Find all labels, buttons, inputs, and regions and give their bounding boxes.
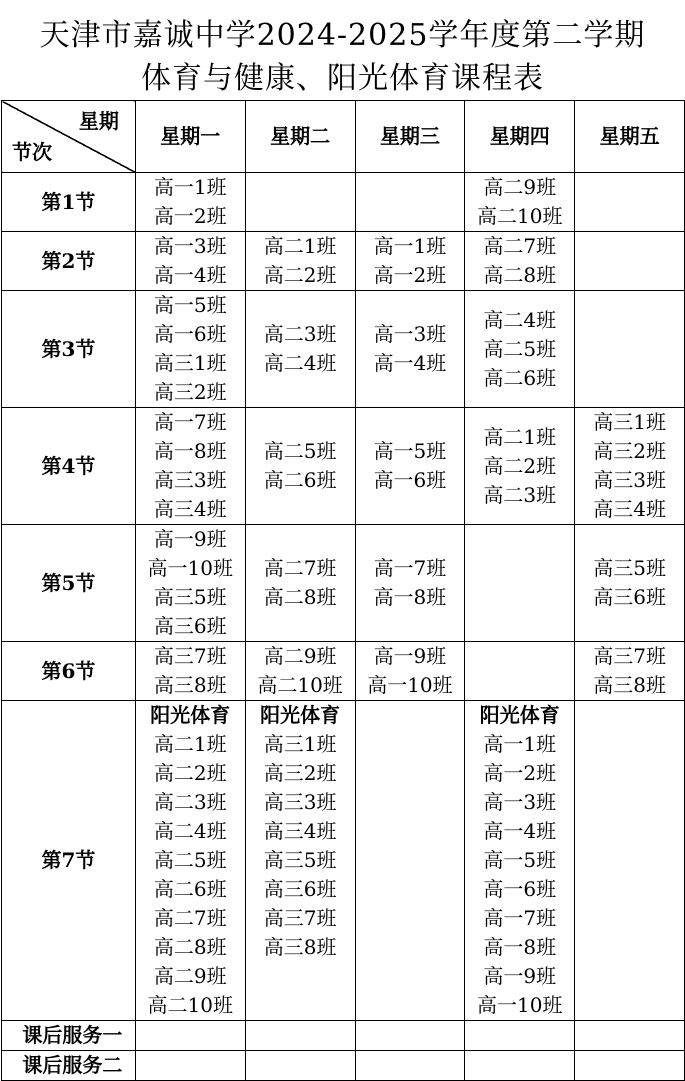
class-entry: 高二2班 [483,453,557,478]
schedule-cell [465,232,575,291]
class-entry: 高三3班 [593,468,666,492]
class-entry: 高二1班 [483,424,557,449]
schedule-cell [465,642,575,701]
corner-cell [2,101,136,173]
class-entry: 高二9班 [263,644,337,668]
class-entry: 高三4班 [593,497,666,521]
class-entry: 高一10班 [477,993,563,1017]
schedule-cell [355,642,465,701]
class-entry: 高一8班 [153,439,227,463]
schedule-cell [355,525,465,642]
class-entry: 高二2班 [153,761,227,785]
class-entry: 高三2班 [153,380,227,404]
schedule-cell [465,291,575,408]
schedule-cell [465,173,575,232]
class-entry: 高二1班 [263,234,337,258]
header-row [2,101,685,173]
class-entry: 高三8班 [153,673,227,697]
class-entry: 高二4班 [263,351,337,375]
period-label: 第7节 [2,701,136,1021]
class-entry: 高三5班 [593,556,666,580]
schedule-cell [135,525,245,642]
schedule-cell [575,1051,685,1081]
day-header: 星期四 [465,101,575,173]
class-entry: 高三5班 [153,585,227,609]
period-label: 第6节 [2,642,136,701]
period-row [2,173,685,232]
class-entry: 高一5班 [373,439,447,463]
class-entry: 高二9班 [483,175,557,199]
class-entry: 高一1班 [153,175,227,199]
class-entry: 高二9班 [153,964,227,988]
period-row [2,408,685,525]
schedule-cell [245,408,355,525]
class-entry: 高一10班 [147,556,233,580]
class-entry: 高三7班 [593,644,666,668]
schedule-cell [135,1051,245,1081]
class-entry: 高二5班 [153,848,227,872]
class-entry: 高一7班 [153,410,227,434]
class-entry: 高三1班 [153,351,227,375]
schedule-cell [355,232,465,291]
period-row [2,232,685,291]
class-entry: 高三3班 [263,790,337,814]
class-entry: 高二8班 [263,585,337,609]
class-entry: 高二6班 [483,365,557,390]
class-entry: 高二5班 [483,336,557,361]
class-entry: 高一3班 [483,790,557,814]
class-entry: 高一5班 [483,848,557,872]
schedule-cell [245,1021,355,1051]
schedule-cell [135,408,245,525]
schedule-cell [465,1051,575,1081]
class-entry: 高一3班 [373,322,447,346]
class-entry: 高二8班 [153,935,227,959]
day-header: 星期一 [135,101,245,173]
schedule-body [2,101,685,1081]
day-header: 星期二 [245,101,355,173]
schedule-cell [245,291,355,408]
schedule-cell [355,701,465,1021]
class-entry: 高三2班 [263,761,337,785]
class-entry: 高三1班 [593,410,666,434]
period-label: 第5节 [2,525,136,642]
schedule-cell [135,642,245,701]
class-entry: 高一9班 [483,964,557,988]
schedule-cell [575,232,685,291]
schedule-table [1,100,685,1081]
class-entry: 高一4班 [153,263,227,287]
title-line-2: 体育与健康、阳光体育课程表 [141,61,544,96]
class-entry: 高二6班 [263,468,337,492]
period-label: 课后服务一 [2,1021,136,1051]
class-entry: 高一10班 [367,673,453,697]
class-entry: 高一6班 [153,322,227,346]
schedule-cell [135,701,245,1021]
schedule-cell [245,173,355,232]
class-entry: 高二2班 [263,263,337,287]
class-entry: 高二4班 [483,307,557,332]
schedule-cell [245,232,355,291]
class-entry: 高二7班 [483,234,557,258]
schedule-cell [465,1021,575,1051]
schedule-cell [135,291,245,408]
period-row [2,701,685,1021]
class-entry: 高一8班 [373,585,447,609]
schedule-cell [355,1021,465,1051]
class-entry: 高三4班 [153,497,227,521]
schedule-cell [135,232,245,291]
class-entry: 高一6班 [373,468,447,492]
class-entry: 高一4班 [483,819,557,843]
class-entry: 高二5班 [263,439,337,463]
schedule-cell [575,525,685,642]
class-entry: 高一5班 [153,293,227,317]
period-label: 第1节 [2,173,136,232]
class-entry: 高一3班 [153,234,227,258]
schedule-cell [465,701,575,1021]
class-entry: 高二1班 [153,732,227,756]
period-label: 第4节 [2,408,136,525]
schedule-cell [245,701,355,1021]
class-entry: 高一2班 [153,204,227,228]
schedule-cell [135,1021,245,1051]
class-entry: 高三8班 [593,673,666,697]
class-entry: 高一8班 [483,935,557,959]
schedule-cell [245,642,355,701]
day-header: 星期三 [355,101,465,173]
activity-heading: 阳光体育 [479,703,560,727]
corner-label-period: 节次 [12,140,52,164]
class-entry: 高一1班 [373,234,447,258]
schedule-cell [355,1051,465,1081]
schedule-cell [575,291,685,408]
schedule-cell [575,408,685,525]
class-entry: 高二3班 [483,482,557,507]
class-entry: 高三6班 [153,614,227,638]
period-label: 第2节 [2,232,136,291]
class-entry: 高二8班 [483,263,557,287]
class-entry: 高一9班 [153,527,227,551]
service-row [2,1051,685,1081]
day-header: 星期五 [575,101,685,173]
title-line-1: 天津市嘉诚中学2024-2025学年度第二学期 [39,18,646,53]
schedule-cell [355,173,465,232]
schedule-cell [355,291,465,408]
class-entry: 高三6班 [593,585,666,609]
activity-heading: 阳光体育 [260,703,341,727]
period-row [2,525,685,642]
class-entry: 高二3班 [263,322,337,346]
service-row [2,1021,685,1051]
class-entry: 高二3班 [153,790,227,814]
class-entry: 高一9班 [373,644,447,668]
class-entry: 高一6班 [483,877,557,901]
period-label: 第3节 [2,291,136,408]
class-entry: 高二7班 [263,556,337,580]
class-entry: 高三6班 [263,877,337,901]
class-entry: 高三4班 [263,819,337,843]
class-entry: 高三8班 [263,935,337,959]
class-entry: 高一1班 [483,732,557,756]
period-label: 课后服务二 [2,1051,136,1081]
corner-label-weekday: 星期 [78,109,119,133]
class-entry: 高二6班 [153,877,227,901]
schedule-cell [465,525,575,642]
class-entry: 高三5班 [263,848,337,872]
schedule-cell [355,408,465,525]
class-entry: 高一2班 [483,761,557,785]
schedule-cell [245,525,355,642]
schedule-cell [575,1021,685,1051]
class-entry: 高三2班 [593,439,666,463]
class-entry: 高三3班 [153,468,227,492]
schedule-cell [135,173,245,232]
period-row [2,642,685,701]
schedule-cell [575,642,685,701]
activity-heading: 阳光体育 [150,703,231,727]
class-entry: 高二10班 [147,993,233,1017]
class-entry: 高三1班 [263,732,337,756]
class-entry: 高一7班 [483,906,557,930]
period-row [2,291,685,408]
class-entry: 高二4班 [153,819,227,843]
class-entry: 高二10班 [257,673,343,697]
class-entry: 高一4班 [373,351,447,375]
class-entry: 高一7班 [373,556,447,580]
class-entry: 高二7班 [153,906,227,930]
class-entry: 高三7班 [153,644,227,668]
class-entry: 高三7班 [263,906,337,930]
class-entry: 高二10班 [477,204,563,228]
class-entry: 高一2班 [373,263,447,287]
schedule-cell [575,173,685,232]
schedule-cell [575,701,685,1021]
schedule-cell [245,1051,355,1081]
schedule-cell [465,408,575,525]
